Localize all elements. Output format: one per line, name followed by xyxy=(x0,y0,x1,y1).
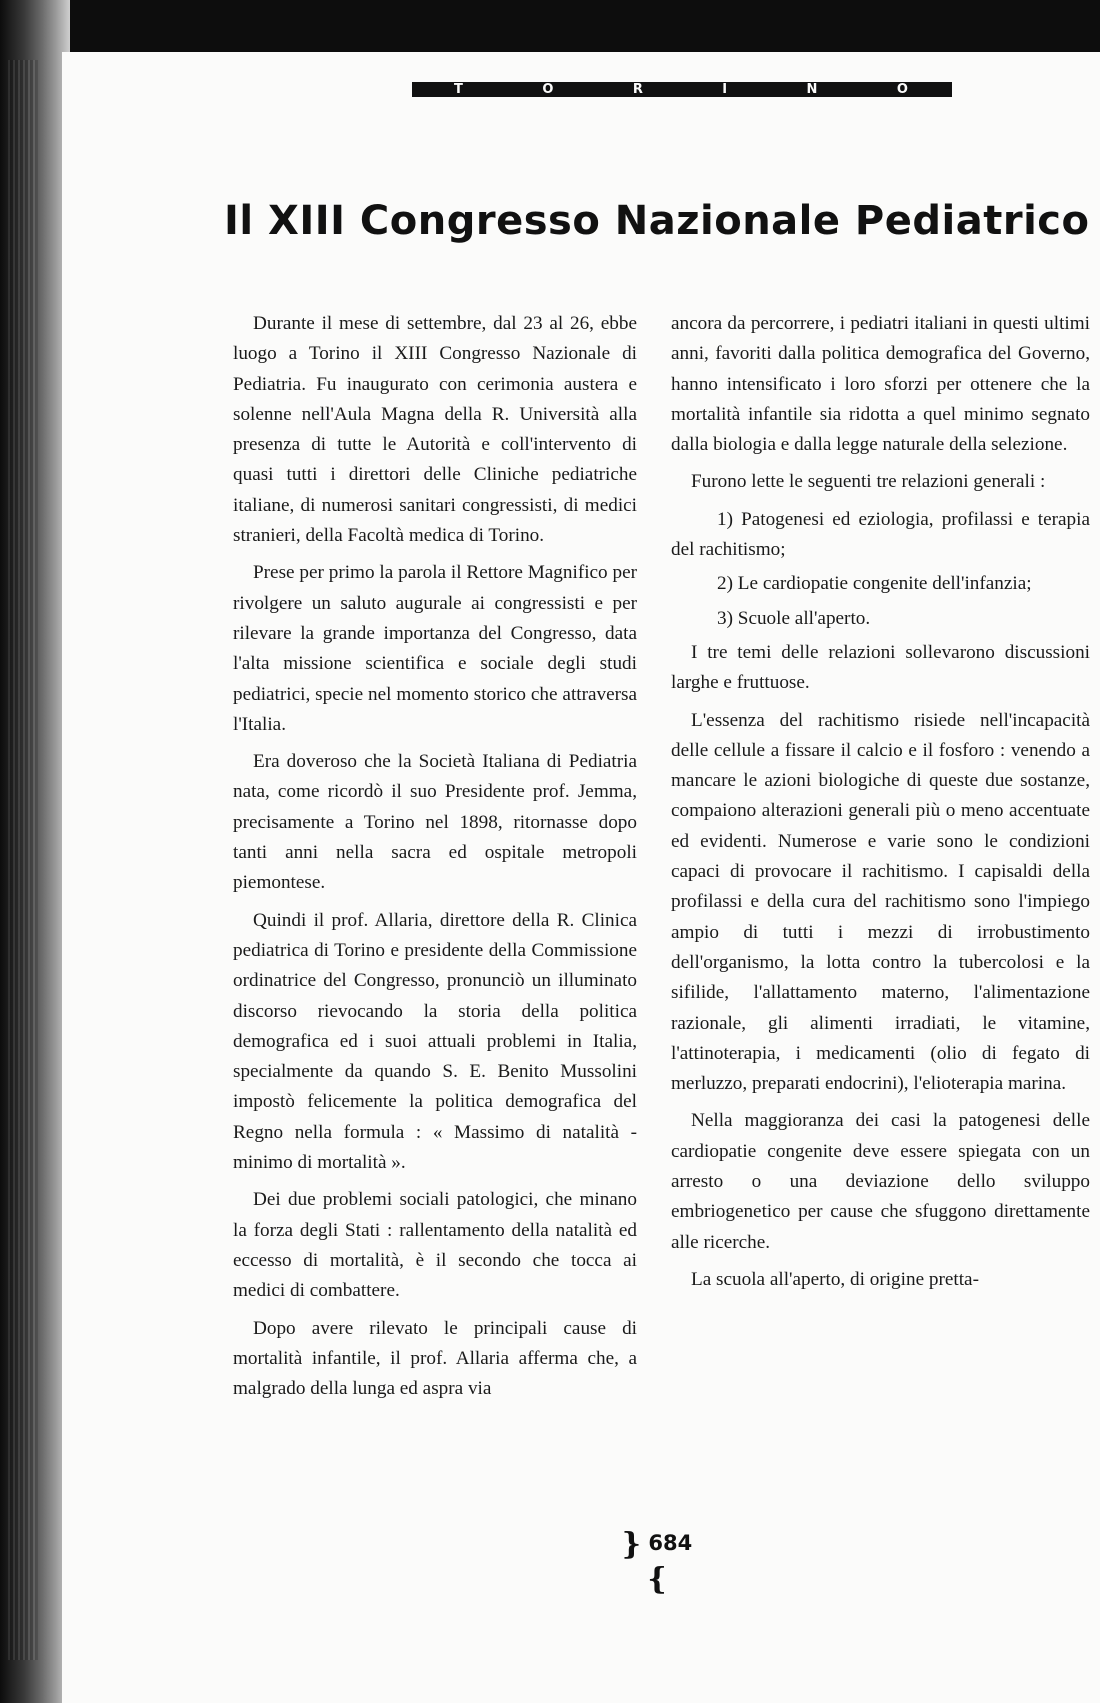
list-item: 1) Patogenesi ed eziologia, profilassi e terapia del rachitismo; xyxy=(671,508,1090,561)
paragraph: Prese per primo la parola il Rettore Magnifico per rivolgere un saluto augurale ai congressisti e per rilevare la grande importanza del Congresso, data l'alta missione scientifica e sociale degli studi pediatrici, specie nel momento storico che attraversa l'Italia. xyxy=(233,562,637,735)
page-number xyxy=(612,1527,702,1597)
list-item: 3) Scuole all'aperto. xyxy=(717,607,871,629)
running-header-letter: R xyxy=(632,82,645,97)
folio-right-brace: { xyxy=(647,1562,667,1597)
paragraph: L'essenza del rachitismo risiede nell'incapacità delle cellule a fissare il calcio e il fosforo : venendo a mancare le azioni biologiche di queste due sostanze, compaiono alterazioni generali più o meno accentuate ed evidenti. Numerose e varie sono le condizioni capaci di provocare il rachitismo. I capisaldi della profilassi e della cura del rachitismo sono l'impiego ampio di tutti i mezzi di irrobustimento dell'organismo, la lotta contro la tubercolosi e la sifilide, l'allattamento materno, l'alimentazione razionale, gli alimenti irradiati, le vitamine, l'attinoterapia, i medicamenti (olio di fegato di merluzzo, preparati endocrini), l'elioterapia marina. xyxy=(671,709,1090,1095)
paragraph: Dei due problemi sociali patologici, che minano la forza degli Stati : rallentamento della natalità ed eccesso di mortalità, è il secondo che tocca ai medici di combattere. xyxy=(233,1189,637,1302)
right-column xyxy=(671,309,1090,1302)
paragraph: Nella maggioranza dei casi la patogenesi delle cardiopatie congenite deve essere spiegata con un arresto o una deviazione dello sviluppo embriogenetico per cause che sfuggono direttamente alle ricerche. xyxy=(671,1110,1090,1253)
list-item: 2) Le cardiopatie congenite dell'infanzia; xyxy=(717,573,1032,595)
paragraph: Durante il mese di settembre, dal 23 al 26, ebbe luogo a Torino il XIII Congresso Nazionale di Pediatria. Fu inaugurato con cerimonia austera e solenne nell'Aula Magna della R. Università alla presenza di tutte le Autorità e coll'intervento di quasi tutti i direttori delle Cliniche pediatriche italiane, di numerosi sanitari congressisti, di medici stranieri, della Facoltà medica di Torino. xyxy=(233,313,637,547)
paragraph: Quindi il prof. Allaria, direttore della R. Clinica pediatrica di Torino e presidente della Commissione ordinatrice del Congresso, pronunciò un illuminato discorso rievocando la storia della politica demografica ed i suoi attuali problemi in Italia, specialmente da quando S. E. Benito Mussolini impostò felicemente la politica demografica del Regno nella formula : « Massimo di natalità - minimo di mortalità ». xyxy=(233,909,637,1174)
running-header-letter: N xyxy=(806,82,820,97)
paragraph: Furono lette le seguenti tre relazioni generali : xyxy=(691,471,1046,493)
running-header-letter: I xyxy=(722,82,730,97)
binding-texture xyxy=(8,60,38,1660)
paragraph: Era doveroso che la Società Italiana di Pediatria nata, come ricordò il suo Presidente prof. Jemma, precisamente a Torino nel 1898, ritornasse dopo tanti anni nella sacra ed ospitale metropoli piemontese. xyxy=(233,751,637,894)
book-binding xyxy=(0,0,70,1703)
running-header xyxy=(412,82,952,97)
left-column xyxy=(233,309,637,1411)
running-header-letter: T xyxy=(454,82,465,97)
paragraph: La scuola all'aperto, di origine pretta- xyxy=(691,1268,979,1290)
running-header-letter: O xyxy=(542,82,556,97)
running-header-letter: O xyxy=(896,82,910,97)
folio-left-brace: } xyxy=(621,1527,642,1562)
paragraph: I tre temi delle relazioni sollevarono discussioni larghe e fruttuose. xyxy=(671,641,1090,694)
article-title: Il XIII Congresso Nazionale Pediatrico xyxy=(224,198,1090,244)
folio-number: 684 xyxy=(648,1531,693,1555)
paragraph-continuation: ancora da percorrere, i pediatri italiani in questi ultimi anni, favoriti dalla politica demografica del Governo, hanno intensificato i loro sforzi per ottenere che la mortalità infantile sia ridotta a quel minimo segnato dalla biologia e dalla legge naturale della selezione. xyxy=(671,313,1090,456)
paragraph: Dopo avere rilevato le principali cause di mortalità infantile, il prof. Allaria afferma che, a malgrado della lunga ed aspra via xyxy=(233,1317,637,1400)
